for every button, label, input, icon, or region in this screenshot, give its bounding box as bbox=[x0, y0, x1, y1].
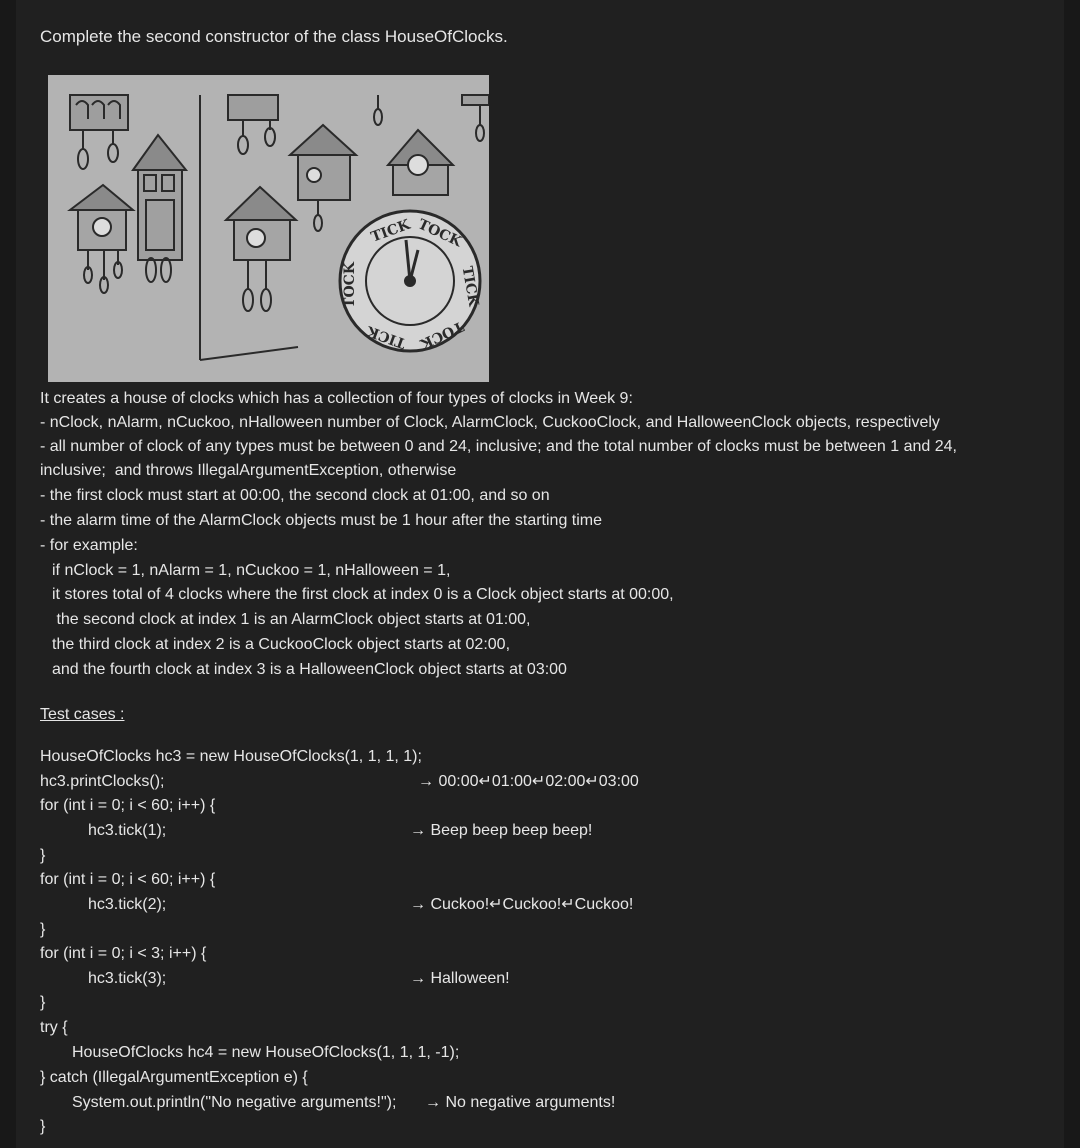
description-line: the second clock at index 1 is an AlarmClock object starts at 01:00, bbox=[52, 611, 531, 628]
expected-output: → Cuckoo!↵Cuckoo!↵Cuckoo! bbox=[410, 896, 634, 913]
code-line: for (int i = 0; i < 3; i++) { bbox=[40, 945, 207, 962]
code-line: hc3.printClocks(); bbox=[40, 773, 165, 790]
description-line: - the alarm time of the AlarmClock objects must be 1 hour after the starting time bbox=[40, 512, 603, 529]
cuckoo-clocks-drawing bbox=[48, 75, 489, 382]
expected-output: → No negative arguments! bbox=[425, 1094, 616, 1111]
dial-word-2: TOCK bbox=[415, 216, 464, 251]
description-line: - all number of clock of any types must be between 0 and 24, inclusive; and the total number of clocks must be between 1 and 24, bbox=[40, 438, 957, 455]
description-line: It creates a house of clocks which has a collection of four types of clocks in Week 9: bbox=[40, 390, 633, 407]
expected-output: → Halloween! bbox=[410, 970, 510, 987]
dial-word-6: TOCK bbox=[342, 262, 358, 308]
code-line: HouseOfClocks hc3 = new HouseOfClocks(1, 1, 1, 1); bbox=[40, 748, 422, 765]
description-line: if nClock = 1, nAlarm = 1, nCuckoo = 1, nHalloween = 1, bbox=[52, 562, 451, 579]
dial-word-5: TICK bbox=[364, 322, 409, 352]
code-line: } bbox=[40, 921, 46, 938]
code-line: hc3.tick(1); bbox=[88, 822, 167, 839]
code-line: for (int i = 0; i < 60; i++) { bbox=[40, 871, 216, 888]
code-line: hc3.tick(2); bbox=[88, 896, 167, 913]
expected-output: → Beep beep beep beep! bbox=[410, 822, 593, 839]
description-line: - the first clock must start at 00:00, the second clock at 01:00, and so on bbox=[40, 487, 550, 504]
dial-word-4: TOCK bbox=[417, 317, 466, 352]
code-line: HouseOfClocks hc4 = new HouseOfClocks(1, 1, 1, -1); bbox=[72, 1044, 460, 1061]
code-line: hc3.tick(3); bbox=[88, 970, 167, 987]
code-line: System.out.println("No negative arguments!"); bbox=[72, 1094, 397, 1111]
code-line: } bbox=[40, 847, 46, 864]
description-line: inclusive; and throws IllegalArgumentException, otherwise bbox=[40, 462, 457, 479]
dial-word-1: TICK bbox=[368, 216, 413, 246]
description-line: it stores total of 4 clocks where the first clock at index 0 is a Clock object starts at 00:00, bbox=[52, 586, 674, 603]
description-line: - nClock, nAlarm, nCuckoo, nHalloween number of Clock, AlarmClock, CuckooClock, and HalloweenClock objects, respectively bbox=[40, 414, 940, 431]
problem-title: Complete the second constructor of the class HouseOfClocks. bbox=[40, 27, 508, 46]
code-line: } bbox=[40, 994, 46, 1011]
code-line: } bbox=[40, 1118, 46, 1135]
code-line: for (int i = 0; i < 60; i++) { bbox=[40, 797, 216, 814]
code-line: } catch (IllegalArgumentException e) { bbox=[40, 1069, 308, 1086]
cuckoo-clocks-illustration bbox=[48, 75, 489, 382]
description-line: - for example: bbox=[40, 537, 138, 554]
expected-output: → 00:00↵01:00↵02:00↵03:00 bbox=[418, 773, 639, 790]
test-cases-heading: Test cases : bbox=[40, 706, 125, 723]
description-line: the third clock at index 2 is a CuckooClock object starts at 02:00, bbox=[52, 636, 511, 653]
problem-page bbox=[16, 0, 1064, 1148]
dial-word-3: TICK bbox=[458, 265, 482, 308]
description-line: and the fourth clock at index 3 is a HalloweenClock object starts at 03:00 bbox=[52, 661, 567, 678]
code-line: try { bbox=[40, 1019, 68, 1036]
